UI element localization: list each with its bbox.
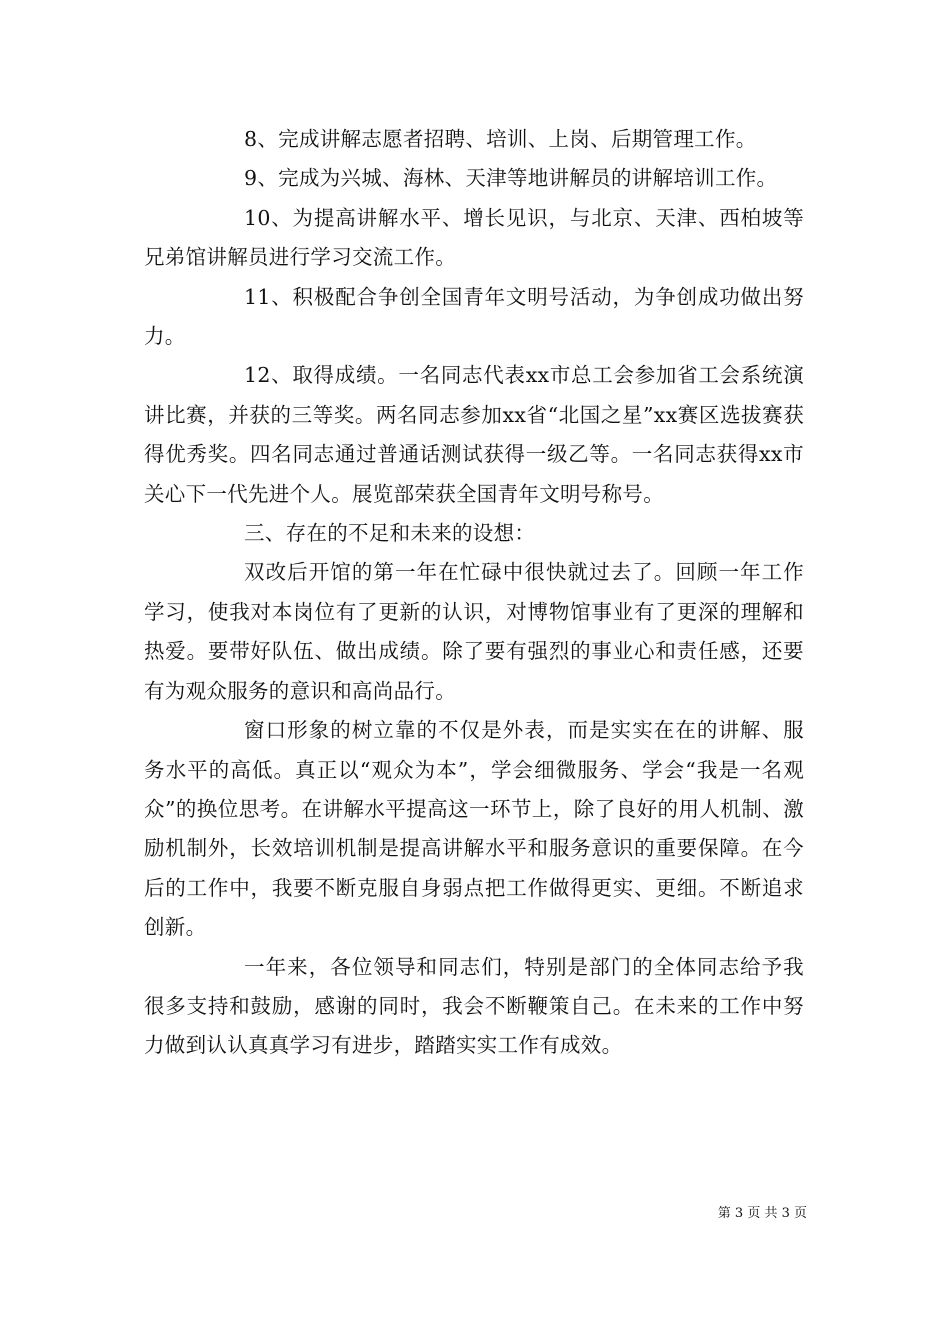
- paragraph-item-11: 11、积极配合争创全国青年文明号活动，为争创成功做出努力。: [144, 284, 804, 349]
- paragraph-item-12: 12、取得成绩。一名同志代表xx市总工会参加省工会系统演讲比赛，并获的三等奖。两名同志参加xx省“北国之星”xx赛区选拔赛获得优秀奖。四名同志通过普通话测试获得一级乙等。一名同志获得xx市关心下一代先进个人。展览部荣获全国青年文明号称号。: [144, 363, 804, 506]
- page-number-footer: 第 3 页 共 3 页: [717, 1206, 807, 1221]
- paragraph-reflection: 双改后开馆的第一年在忙碌中很快就过去了。回顾一年工作学习，使我对本岗位有了更新的认识，对博物馆事业有了更深的理解和热爱。要带好队伍、做出成绩。除了要有强烈的事业心和责任感，还要有为观众服务的意识和高尚品行。: [144, 560, 804, 703]
- document-body: [144, 120, 804, 1066]
- paragraph-item-9: 9、完成为兴城、海林、天津等地讲解员的讲解培训工作。: [244, 166, 778, 191]
- paragraph-item-10: 10、为提高讲解水平、增长见识，与北京、天津、西柏坡等兄弟馆讲解员进行学习交流工作。: [144, 205, 804, 270]
- section-heading: 三、存在的不足和未来的设想：: [244, 521, 536, 546]
- paragraph-thanks: 一年来，各位领导和同志们，特别是部门的全体同志给予我很多支持和鼓励，感谢的同时，我会不断鞭策自己。在未来的工作中努力做到认认真真学习有进步，踏踏实实工作有成效。: [144, 954, 804, 1058]
- paragraph-window-image: 窗口形象的树立靠的不仅是外表，而是实实在在的讲解、服务水平的高低。真正以“观众为本”，学会细微服务、学会“我是一名观众”的换位思考。在讲解水平提高这一环节上，除了良好的用人机制、激励机制外，长效培训机制是提高讲解水平和服务意识的重要保障。在今后的工作中，我要不断克服自身弱点把工作做得更实、更细。不断追求创新。: [144, 718, 804, 940]
- paragraph-item-8: 8、完成讲解志愿者招聘、培训、上岗、后期管理工作。: [244, 127, 757, 151]
